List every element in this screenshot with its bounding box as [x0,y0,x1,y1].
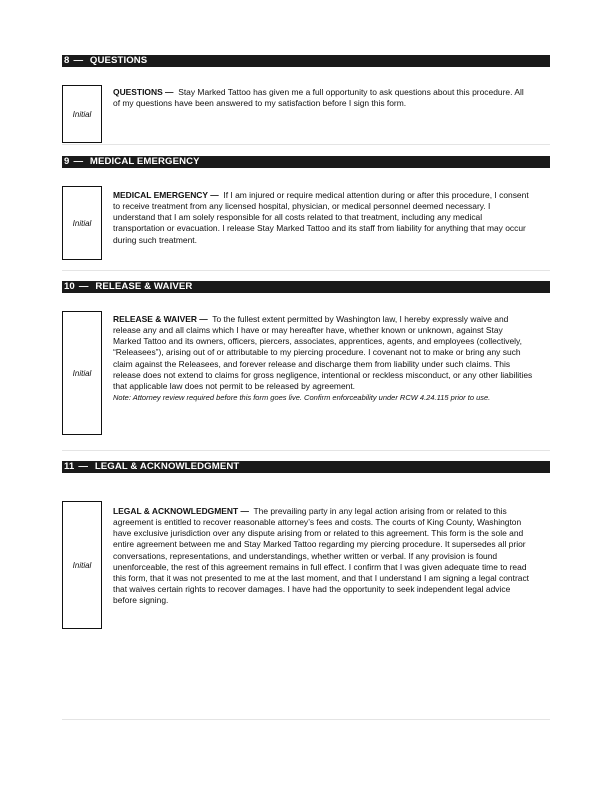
initial-label: Initial [72,368,92,378]
section-release-waiver [62,281,550,403]
section-number: 11 [64,461,75,472]
section-dash: — [73,156,84,167]
clause-text [113,87,533,109]
clause-body: Stay Marked Tattoo has given me a full opportunity to ask questions about this procedure. All of my questions have been answered to my satisfaction before I sign this form. [113,87,524,109]
clause-text [113,314,533,403]
section-legal-acknowledgment [62,461,550,606]
initial-field[interactable] [62,186,102,260]
section-questions [62,55,550,119]
clause-heading: LEGAL & ACKNOWLEDGMENT — [113,506,249,516]
clause-body: The prevailing party in any legal action arising from or related to this agreement is entitled to recover reasonable attorney’s fees and costs. The courts of King County, Washington have exclusive jurisdiction over any dispute arising from or related to this agreement. This form is the sole and entire agreement between me and Stay Marked Tattoo regarding my piercing procedure. It supersedes all prior conversations, representations, and understandings, whether written or verbal. If any provision is found unenforceable, the rest of this agreement remains in full effect. I confirm that I was given adequate time to read this form, that it was not presented to me at the last moment, and that I understand I am signing a legal contract that waives certain rights to recover damages. I have had the opportunity to seek independent legal advice before signing. [113,506,530,606]
section-header [62,281,550,293]
clause-heading: RELEASE & WAIVER — [113,314,208,324]
divider [62,719,550,720]
initial-field[interactable] [62,501,102,629]
clause-body: If I am injured or require medical attention during or after this procedure, I consent to receive treatment from any licensed hospital, physician, or medical personnel deemed necessary. I understand that I am solely responsible for all costs related to that treatment, including any medical transportation or evacuation. I release Stay Marked Tattoo and its staff from liability for anything that may occur during such treatment. [113,190,529,245]
section-title: QUESTIONS [89,55,148,66]
section-medical-emergency [62,156,550,245]
section-dash: — [73,55,84,66]
section-dash: — [78,281,89,292]
divider [62,270,550,271]
clause-text [113,506,533,606]
section-number: 8 [64,55,70,66]
divider [62,450,550,451]
initial-field[interactable] [62,85,102,143]
divider [62,144,550,145]
section-number: 10 [64,281,75,292]
section-header [62,461,550,473]
attorney-review-note: Note: Attorney review required before this form goes live. Confirm enforceability under RCW 4.24.115 prior to use. [113,393,491,403]
clause-body: To the fullest extent permitted by Washington law, I hereby expressly waive and release any and all claims which I have or may hereafter have, whether known or unknown, against Stay Marked Tattoo and its owners, officers, piercers, associates, apprentices, agents, and employees (collectively, “Releasees”), arising out of or attributable to my piercing procedure. I covenant not to make or bring any such claim against the Releasees, and forever release and discharge them from liability under such claims. This release does not extend to claims for gross negligence, intentional or reckless misconduct, or any other liabilities that applicable law does not permit to be released by agreement. [113,314,533,391]
initial-label: Initial [72,109,92,119]
clause-heading: QUESTIONS — [113,87,174,97]
section-title: MEDICAL EMERGENCY [89,156,200,167]
initial-label: Initial [72,560,92,570]
section-number: 9 [64,156,70,167]
section-title: RELEASE & WAIVER [95,281,193,292]
section-header [62,55,550,67]
clause-text [113,190,533,246]
initial-field[interactable] [62,311,102,435]
section-header [62,156,550,168]
section-dash: — [78,461,89,472]
section-title: LEGAL & ACKNOWLEDGMENT [94,461,240,472]
initial-label: Initial [72,218,92,228]
clause-heading: MEDICAL EMERGENCY — [113,190,219,200]
